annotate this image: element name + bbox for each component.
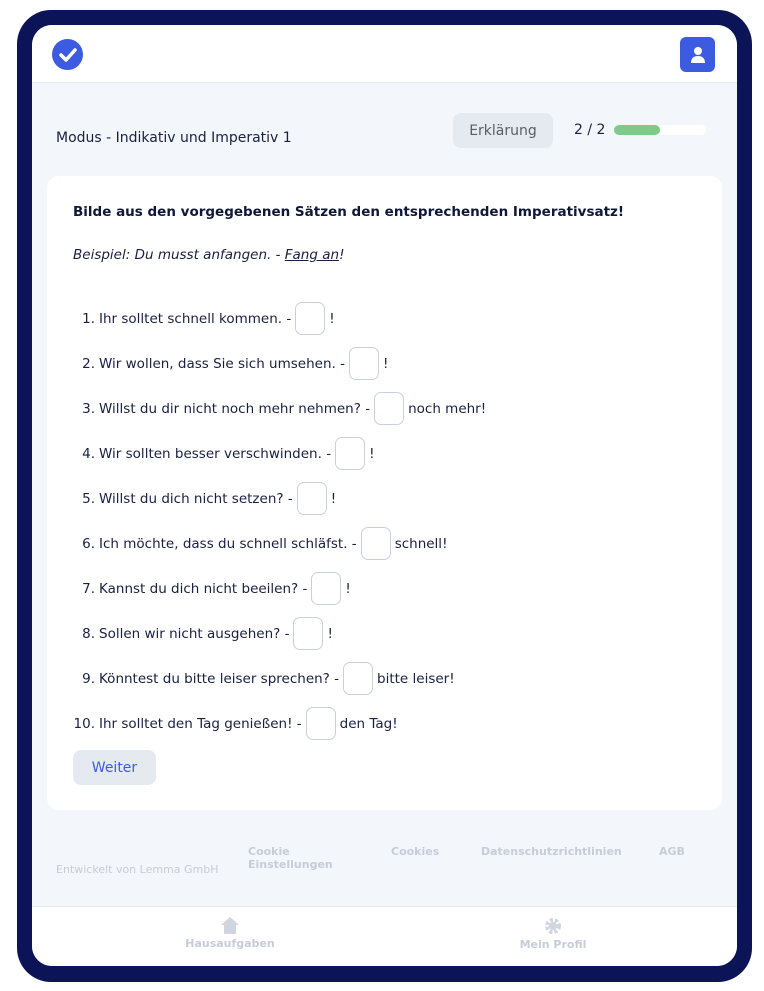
privacy-link[interactable]: Datenschutzrichtlinien (481, 845, 622, 858)
item-prompt: Ihr solltet schnell kommen. - (99, 310, 292, 327)
answer-input[interactable] (297, 482, 327, 515)
item-suffix: ! (330, 490, 337, 507)
exercise-card (47, 176, 722, 810)
item-prompt: Sollen wir nicht ausgehen? - (99, 625, 290, 642)
next-button[interactable]: Weiter (73, 750, 156, 785)
exercise-item (73, 296, 693, 341)
item-prompt: Willst du dir nicht noch mehr nehmen? - (99, 400, 371, 417)
item-number: 9. (82, 670, 95, 687)
item-suffix: schnell! (394, 535, 448, 552)
item-number: 5. (82, 490, 95, 507)
answer-input[interactable] (343, 662, 373, 695)
user-icon (690, 46, 706, 64)
answer-input[interactable] (293, 617, 323, 650)
answer-input[interactable] (306, 707, 336, 740)
answer-input[interactable] (295, 302, 325, 335)
item-number: 1. (82, 310, 95, 327)
cookie-settings-link[interactable] (248, 845, 333, 871)
item-prompt: Wir wollen, dass Sie sich umsehen. - (99, 355, 345, 372)
item-suffix: ! (345, 580, 351, 597)
answer-input[interactable] (374, 392, 404, 425)
terms-link[interactable]: AGB (659, 845, 685, 858)
example-label: Beispiel (73, 247, 126, 263)
example-text: : Du musst anfangen. - (125, 247, 285, 263)
item-number: 8. (82, 625, 95, 642)
item-number: 7. (82, 580, 95, 597)
answer-input[interactable] (361, 527, 391, 560)
nav-profile-label: Mein Profil (519, 938, 587, 951)
item-suffix: ! (382, 355, 389, 372)
cookie-settings-line1: Cookie (248, 845, 290, 858)
answer-input[interactable] (335, 437, 365, 470)
progress-bar (614, 125, 706, 135)
example (73, 247, 344, 263)
developer-credit: Entwickelt von Lemma GmbH (56, 863, 219, 876)
gear-icon (544, 917, 562, 935)
progress-fill (614, 125, 660, 135)
item-prompt: Könntest du bitte leiser sprechen? - (99, 670, 340, 687)
item-suffix: den Tag! (339, 715, 398, 732)
exercise-item (73, 386, 693, 431)
item-suffix: ! (329, 310, 335, 327)
example-answer: Fang an (284, 247, 340, 263)
top-bar (32, 25, 737, 83)
item-suffix: ! (327, 625, 333, 642)
check-circle-icon[interactable] (52, 39, 83, 70)
exercise-list (73, 296, 693, 746)
item-suffix: noch mehr! (408, 400, 487, 417)
exercise-item (73, 476, 693, 521)
item-number: 10. (73, 715, 95, 732)
answer-input[interactable] (311, 572, 341, 605)
item-number: 4. (82, 445, 95, 462)
exercise-item (73, 701, 693, 746)
item-prompt: Kannst du dich nicht beeilen? - (99, 580, 308, 597)
cookie-settings-line2: Einstellungen (248, 858, 333, 871)
item-prompt: Ihr solltet den Tag genießen! - (99, 715, 302, 732)
item-suffix: ! (369, 445, 375, 462)
nav-homework-label: Hausaufgaben (185, 937, 275, 950)
home-icon (221, 917, 239, 934)
exercise-item (73, 656, 693, 701)
item-prompt: Ich möchte, dass du schnell schläfst. - (99, 535, 357, 552)
item-suffix: bitte leiser! (377, 670, 455, 687)
item-number: 6. (82, 535, 95, 552)
exercise-title: Modus - Indikativ und Imperativ 1 (56, 130, 292, 146)
item-number: 3. (82, 400, 95, 417)
exercise-item (73, 566, 693, 611)
instruction: Bilde aus den vorgegebenen Sätzen den entsprechenden Imperativsatz! (73, 204, 625, 220)
exercise-item (73, 341, 693, 386)
explanation-button[interactable]: Erklärung (453, 113, 553, 148)
item-prompt: Willst du dich nicht setzen? - (99, 490, 293, 507)
profile-button[interactable] (680, 37, 715, 72)
exercise-item (73, 611, 693, 656)
exercise-item (73, 431, 693, 476)
item-prompt: Wir sollten besser verschwinden. - (99, 445, 332, 462)
nav-homework[interactable] (150, 917, 310, 950)
progress-text: 2 / 2 (574, 122, 606, 138)
example-end: ! (339, 247, 345, 263)
item-number: 2. (82, 355, 95, 372)
cookies-link[interactable]: Cookies (391, 845, 440, 858)
bottom-nav (32, 906, 737, 966)
exercise-item (73, 521, 693, 566)
app-screen (32, 25, 737, 966)
device-frame (17, 10, 752, 982)
nav-profile[interactable] (473, 917, 633, 951)
answer-input[interactable] (349, 347, 379, 380)
